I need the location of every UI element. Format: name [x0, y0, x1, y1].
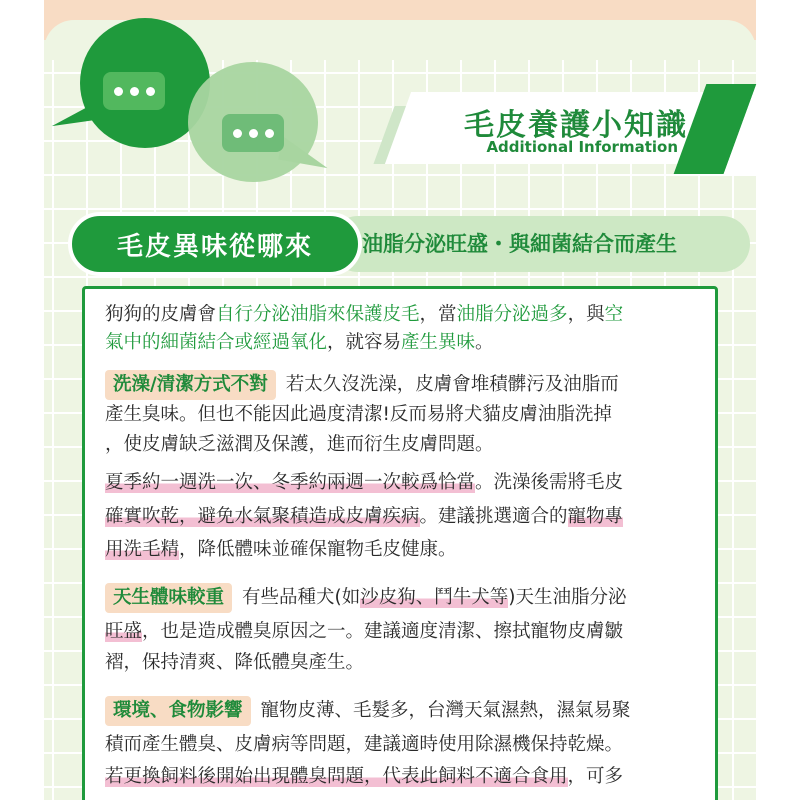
- section-heading: 毛皮異味從哪來: [116, 232, 313, 262]
- breed-tag: 天生體味較重: [105, 583, 232, 613]
- env-line-2: 積而產生體臭、皮膚病等問題，建議適時使用除濕機保持乾燥。: [105, 734, 624, 755]
- bath-line-1: 洗澡/清潔方式不對 若太久沒洗澡，皮膚會堆積髒污及油脂而: [105, 370, 619, 400]
- section-summary: 油脂分泌旺盛・與細菌結合而產生: [362, 232, 677, 256]
- bath-tag: 洗澡/清潔方式不對: [105, 370, 276, 400]
- bath-line-5: 確實吹乾，避免水氣聚積造成皮膚疾病。建議挑選適合的寵物專: [105, 506, 624, 527]
- bath-line-3: ，使皮膚缺乏滋潤及保護，進而衍生皮膚問題。: [105, 434, 494, 455]
- env-tag: 環境、食物影響: [105, 696, 251, 726]
- page-title: 毛皮養護小知識: [464, 108, 688, 143]
- intro-line-1: 狗狗的皮膚會自行分泌油脂來保護皮毛，當油脂分泌過多，與空: [105, 304, 624, 325]
- page-subtitle: Additional Information: [486, 138, 678, 156]
- breed-line-1: 天生體味較重 有些品種犬(如沙皮狗、鬥牛犬等)天生油脂分泌: [105, 583, 626, 613]
- breed-line-3: 褶，保持清爽、降低體臭產生。: [105, 652, 365, 673]
- bath-line-2: 產生臭味。但也不能因此過度清潔!反而易將犬貓皮膚油脂洗掉: [105, 404, 612, 425]
- env-line-3: 若更換飼料後開始出現體臭問題，代表此飼料不適合食用，可多: [105, 766, 624, 787]
- ellipsis-dark-icon: [103, 72, 165, 110]
- env-line-1: 環境、食物影響 寵物皮薄、毛髮多，台灣天氣濕熱，濕氣易聚: [105, 696, 631, 726]
- bath-line-6: 用洗毛精，降低體味並確保寵物毛皮健康。: [105, 539, 457, 560]
- ellipsis-light-icon: [222, 114, 284, 152]
- intro-line-2: 氣中的細菌結合或經過氧化，就容易產生異味。: [105, 332, 494, 353]
- bath-line-4: 夏季約一週洗一次、冬季約兩週一次較爲恰當。洗澡後需將毛皮: [105, 472, 624, 493]
- breed-line-2: 旺盛，也是造成體臭原因之一。建議適度清潔、擦拭寵物皮膚皺: [105, 621, 624, 642]
